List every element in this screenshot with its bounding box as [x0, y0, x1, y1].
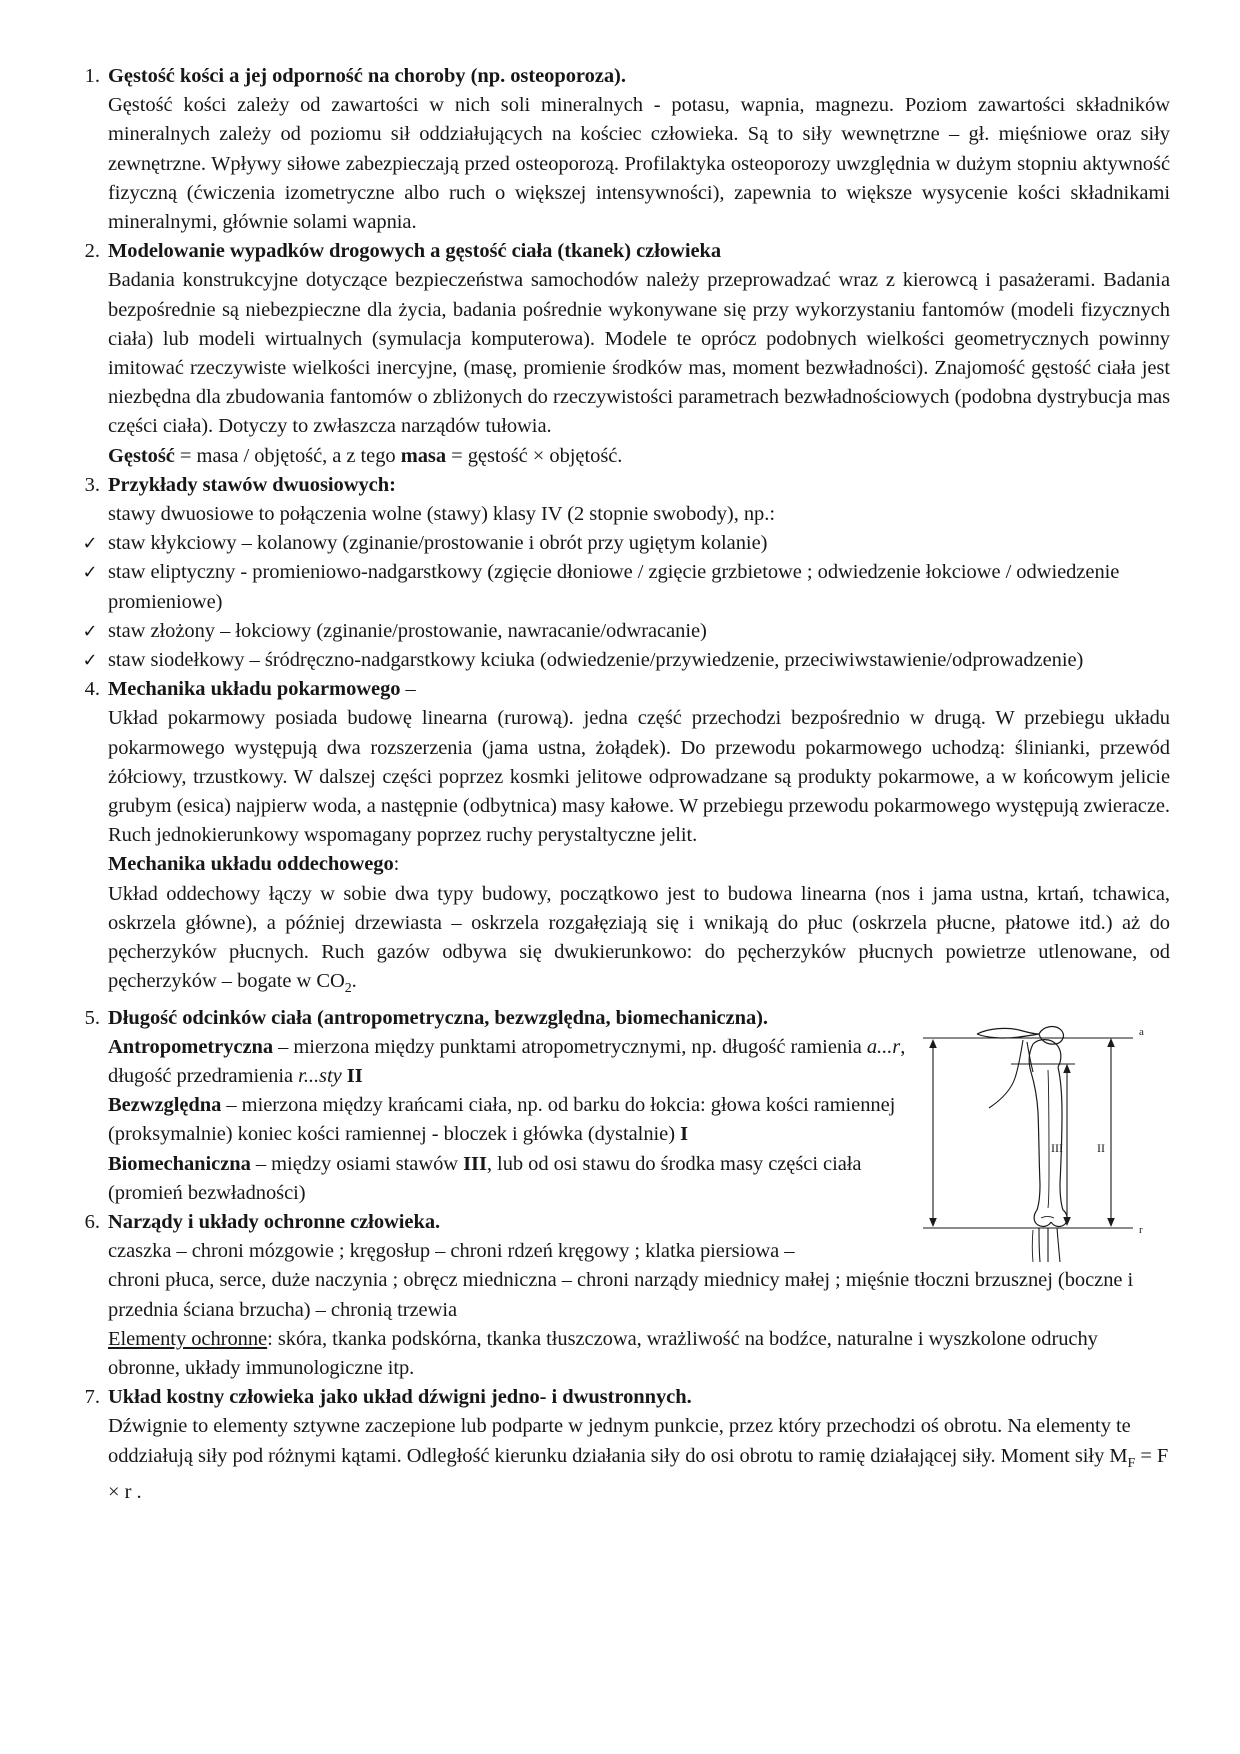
- section-heading: Modelowanie wypadków drogowych a gęstość ciała (tkanek) człowieka: [108, 240, 722, 263]
- checklist-item: [78, 558, 1170, 616]
- levers-text: Dźwignie to elementy sztywne zaczepione lub podparte w jednym punkcie, przez który przechodzi oś obrotu. Na elementy te oddziałują siły pod różnymi kątami. Odległość kierunku działania siły do osi obrotu to ramię działającej siły. Moment siły M: [108, 1415, 1131, 1467]
- item-number: 4.: [84, 678, 100, 701]
- section-heading: Długość odcinków ciała (antropometryczna, bezwzględna, biomechaniczna).: [108, 1006, 768, 1029]
- density-formula: [108, 442, 1170, 471]
- section-heading-text: Mechanika układu pokarmowego: [108, 678, 401, 701]
- item-number: 2.: [84, 240, 100, 263]
- figure-label-iii: III: [1051, 1141, 1063, 1155]
- figure-label-r: r: [1139, 1224, 1143, 1236]
- section-subheading: [108, 850, 1170, 879]
- definition-text-mid: , długość przedramienia: [108, 1035, 906, 1087]
- item-number: 6.: [84, 1211, 100, 1234]
- definition-symbol-rsty: r...sty: [298, 1065, 342, 1087]
- definition-text-end: , lub od osi stawu do środka masy części ciała (promień bezwładności): [108, 1152, 862, 1204]
- section-paragraph: chroni płuca, serce, duże naczynia ; obręcz miedniczna – chroni narządy miednicy małej ; mięśnie tłoczni brzusznej (boczne i przednia ściana brzucha) – chronią trzewia: [108, 1269, 1134, 1321]
- checklist-text: staw eliptyczny - promieniowo-nadgarstkowy (zgięcie dłoniowe / zgięcie grzbietowe ; odwiedzenie łokciowe / odwiedzenie promieniowe): [108, 561, 1120, 613]
- definition-roman-iii: III: [463, 1152, 487, 1175]
- definition-text: – między osiami stawów: [250, 1152, 464, 1175]
- co2-subscript: 2: [344, 981, 352, 997]
- moment-subscript-f: F: [1127, 1455, 1136, 1471]
- section-heading: [108, 675, 1170, 704]
- section-paragraph-respiratory: [108, 880, 1170, 1004]
- section-paragraph: Układ pokarmowy posiada budowę linearna (rurową). jedna część przechodzi bezpośrednio w drugą. W przebiegu układu pokarmowego występują dwa rozszerzenia (jama ustna, żołądek). Do przewodu pokarmowego uchodzą: ślinianki, przewód żółciowy, trzustkowy. W dalszej części poprzez kosmki jelitowe odprowadzane są produkty pokarmowe, a w końcowym jelicie grubym (esica) najpierw woda, a następnie (odbytnica) masy kałowe. W przebiegu przewodu pokarmowego występują zwieracze. Ruch jednokierunkowy wspomagany poprzez ruchy perystaltyczne jelit.: [108, 707, 1170, 847]
- item-number: 5.: [84, 1006, 100, 1029]
- figure-label-ii: II: [1097, 1141, 1105, 1155]
- section-heading: Przykłady stawów dwuosiowych:: [108, 473, 396, 496]
- list-item: [78, 1383, 1170, 1507]
- checklist-item: [78, 529, 1170, 558]
- definition-antropometryczna: [108, 1033, 928, 1091]
- list-item: [78, 1004, 1170, 1208]
- definition-term: Biomechaniczna: [108, 1152, 251, 1175]
- list-item: [78, 237, 1170, 471]
- checkmark-icon: ✓: [82, 562, 98, 584]
- definition-roman-i: I: [680, 1123, 689, 1146]
- formula-term-mass: masa: [400, 444, 447, 467]
- item-number: 1.: [84, 65, 100, 87]
- section-paragraph-levers: [108, 1412, 1170, 1507]
- formula-tail: = gęstość × objętość.: [446, 444, 623, 467]
- definition-text: – mierzona między krańcami ciała, np. od barku do łokcia: głowa kości ramiennej (proksymalnie) koniec kości ramiennej - bloczek i główka (dystalnie): [108, 1094, 896, 1146]
- section-subheading-text: Mechanika układu oddechowego: [108, 853, 394, 876]
- figure-label-a: a: [1139, 1026, 1144, 1038]
- item-number: 7.: [84, 1386, 100, 1409]
- formula-term-density: Gęstość: [108, 444, 175, 467]
- definition-roman-ii: II: [341, 1065, 363, 1087]
- section-subheading-suffix: :: [393, 853, 400, 876]
- respiratory-text-end: .: [351, 970, 357, 993]
- document-body: [78, 62, 1170, 1507]
- list-item: [78, 1208, 1170, 1383]
- checklist-item: [78, 617, 1170, 646]
- checkmark-icon: ✓: [82, 620, 98, 642]
- section-heading: Gęstość kości a jej odporność na choroby (np. osteoporoza).: [108, 65, 626, 87]
- checkmark-icon: ✓: [82, 533, 98, 555]
- section-intro: stawy dwuosiowe to połączenia wolne (stawy) klasy IV (2 stopnie swobody), np.:: [108, 503, 775, 526]
- protective-elements: [108, 1325, 1170, 1383]
- protective-elements-term: Elementy ochronne: [108, 1327, 268, 1350]
- checklist-item: [78, 646, 1170, 675]
- section-paragraph: Badania konstrukcyjne dotyczące bezpieczeństwa samochodów należy przeprowadzać wraz z kierowcą i pasażerami. Badania bezpośrednie są niebezpieczne dla życia, badania pośrednie wykonywane się przy wykorzystaniu fantomów (modeli fizycznych ciała) lub modeli wirtualnych (symulacja komputerowa). Modele te oprócz podobnych wielkości geometrycznych powinny imitować rzeczywiste wielkości inercyjne, (masę, promienie środków mas, moment bezwładności). Znajomość gęstość ciała jest niezbędna dla zbudowania fantomów o zbliżonych do rzeczywistości parametrach bezwładnościowych (podobna dystrybucja mas części ciała). Dotyczy to zwłaszcza narządów tułowia.: [108, 269, 1170, 438]
- section-heading: Układ kostny człowieka jako układ dźwigni jedno- i dwustronnych.: [108, 1386, 692, 1409]
- definition-term: Bezwzględna: [108, 1094, 222, 1117]
- formula-middle: = masa / objętość, a z tego: [174, 444, 401, 467]
- definition-bezwzgledna: [108, 1091, 928, 1149]
- list-item: [78, 62, 1170, 237]
- definition-biomechaniczna: [108, 1150, 928, 1208]
- checklist-text: staw kłykciowy – kolanowy (zginanie/prostowanie i obrót przy ugiętym kolanie): [108, 532, 768, 555]
- checklist-text: staw siodełkowy – śródręczno-nadgarstkowy kciuka (odwiedzenie/przywiedzenie, przeciwiwstawienie/odprowadzenie): [108, 649, 1084, 672]
- section-paragraph: czaszka – chroni mózgowie ; kręgosłup – chroni rdzeń kręgowy ; klatka piersiowa –: [108, 1240, 795, 1263]
- definition-text: – mierzona między punktami atropometrycznymi, np. długość ramienia: [273, 1035, 867, 1058]
- item-number: 3.: [84, 473, 100, 496]
- levers-text-end: = F × r .: [108, 1444, 1169, 1503]
- definition-symbol-ar: a...r: [866, 1035, 901, 1058]
- section-paragraph: Gęstość kości zależy od zawartości w nich soli mineralnych - potasu, wapnia, magnezu. Poziom zawartości składników mineralnych zależy od poziomu sił oddziałujących na kościec człowieka. Są to siły wewnętrzne – gł. mięśniowe oraz siły zewnętrzne. Wpływy siłowe zabezpieczają przed osteoporozą. Profilaktyka osteoporozy uwzględnia w dużym stopniu aktywność fizyczną (ćwiczenia izometryczne albo ruch o większej intensywności), zapewnia to większe wysycenie kości składnikami mineralnymi, głównie solami wapnia.: [108, 94, 1170, 234]
- checklist-text: staw złożony – łokciowy (zginanie/prostowanie, nawracanie/odwracanie): [108, 619, 707, 642]
- list-item: [78, 471, 1170, 529]
- respiratory-text: Układ oddechowy łączy w sobie dwa typy budowy, początkowo jest to budowa linearna (nos i jama ustna, krtań, tchawica, oskrzela główne), a później drzewiasta – oskrzela rozgałęziają się i wnikają do płuc (oskrzela płucne, płatowe itd.) aż do pęcherzyków płucnych. Ruch gazów odbywa się dwukierunkowo: do pęcherzyków płucnych powietrze utlenowane, od pęcherzyków – bogate w CO: [108, 882, 1170, 993]
- section-heading-suffix: –: [400, 678, 416, 701]
- protective-elements-text: : skóra, tkanka podskórna, tkanka tłuszczowa, wrażliwość na bodźce, naturalne i wyszkolone odruchy obronne, układy immunologiczne itp.: [108, 1327, 1098, 1380]
- definition-term: Antropometryczna: [108, 1035, 274, 1058]
- list-item: [78, 675, 1170, 1003]
- checkmark-icon: ✓: [82, 650, 98, 672]
- section-heading: Narządy i układy ochronne człowieka.: [108, 1211, 441, 1234]
